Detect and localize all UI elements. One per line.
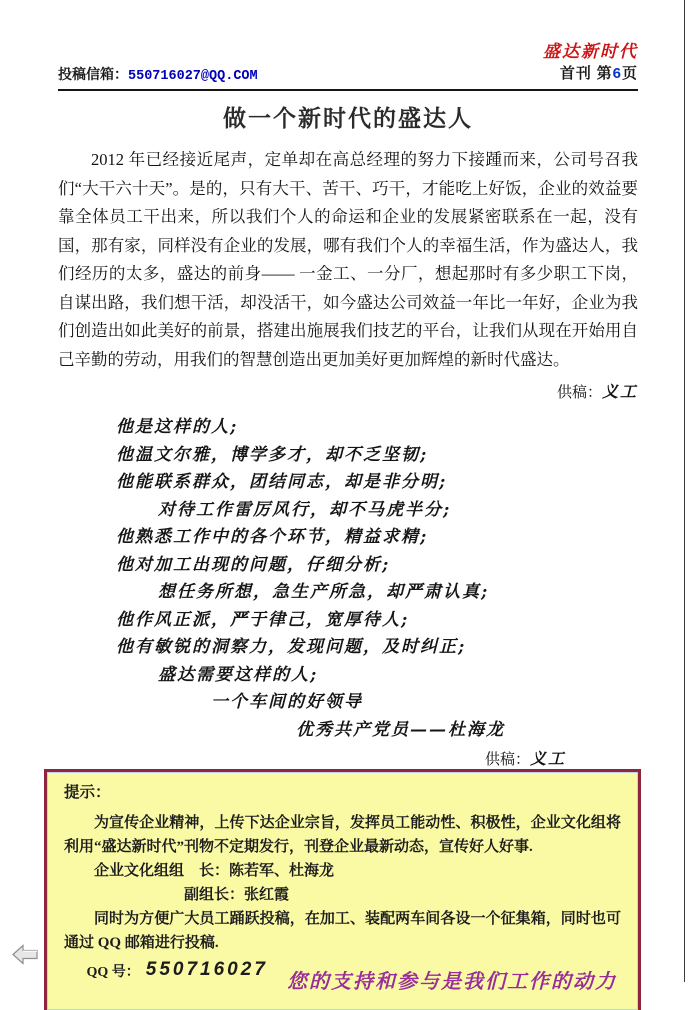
issue-suffix: 页 [621,66,638,83]
qq-row [64,957,621,993]
issue-page-label [543,65,638,84]
poem-line: 他是这样的人; [116,417,239,437]
article-title: 做一个新时代的盛达人 [223,105,473,131]
poem-line: 他熟悉工作中的各个环节，精益求精; [116,527,429,547]
page-header [58,0,638,91]
notice-heading: 提示： [64,784,111,801]
byline-label: 供稿： [556,385,602,401]
poem-line: 他对加工出现的问题，仔细分析; [116,554,391,575]
byline-author: 义工 [601,384,638,401]
article-body: 2012 年已经接近尾声，定单却在高总经理的努力下接踵而来，公司号召我们“大干六十天”。是的，只有大干、苦干、巧干，才能吃上好饭，企业的效益要靠全体员工干出来，所以我们个人的命运和企业的发展紧密联系在一起，没有国，那有家，同样没有企业的发展，哪有我们个人的幸福生活，作为盛达人，我们经历的太多，盛达的前身—— 一金工、一分厂，想起那时有多少职工下岗，自谋出路，我们想干活，却没活干，如今盛达公司效益一年比一年好，企业为我们创造出如此美好的前景，搭建出施展我们技艺的平台，让我们从现在开始用自己辛勤的劳动，用我们的智慧创造出更加美好更加辉煌的新时代盛达。 [58,150,638,369]
notice-leader-line: 企业文化组组 长：陈若军、杜海龙 [94,863,335,879]
poem-line: 一个车间的好领导 [211,692,363,712]
qq-number: 550716027 [145,959,268,980]
poem-line: 他作风正派，严于律己，宽厚待人; [116,609,410,630]
poem-line: 他有敏锐的洞察力，发现问题，及时纠正; [116,637,467,657]
page-edge-line [684,0,685,982]
mailbox-label: 投稿信箱： [58,68,128,83]
byline-label: 供稿： [484,752,530,768]
support-slogan: 您的支持和参与是我们工作的动力 [287,969,617,993]
poem-line: 优秀共产党员——杜海龙 [296,719,505,740]
masthead-title: 盛达新时代 [543,42,638,62]
qq-label: QQ 号： [86,965,140,980]
poem-line: 想任务所想，急生产所急，却严肃认真; [158,582,490,602]
submission-mailbox [58,64,258,84]
poem-byline [58,746,638,769]
poem-line: 他温文尔雅，博学多才，却不乏坚韧; [116,444,429,465]
back-arrow-icon[interactable] [12,944,39,965]
issue-number: 6 [612,65,622,83]
notice-paragraph-2: 同时为方便广大员工踊跃投稿，在加工、装配两车间各设一个征集箱，同时也可通过 QQ 邮箱进行投稿. [64,911,621,951]
article-byline [58,379,638,402]
mailbox-email-link[interactable]: 550716027@QQ.COM [128,69,258,84]
poem-block [116,414,638,744]
issue-prefix: 首刊 第 [559,66,613,83]
byline-author: 义工 [529,751,566,768]
notice-paragraph-1: 为宣传企业精神，上传下达企业宗旨，发挥员工能动性、积极性，企业文化组将利用“盛达新时代”刊物不定期发行，刊登企业最新动态，宣传好人好事. [64,815,621,855]
notice-box [47,772,638,1010]
poem-line: 对待工作雷厉风行，却不马虎半分; [158,499,452,520]
poem-line: 盛达需要这样的人; [158,664,319,685]
notice-deputy-line: 副组长：张红霞 [184,887,290,903]
header-right [543,42,638,84]
poem-line: 他能联系群众，团结同志，却是非分明; [116,472,448,492]
